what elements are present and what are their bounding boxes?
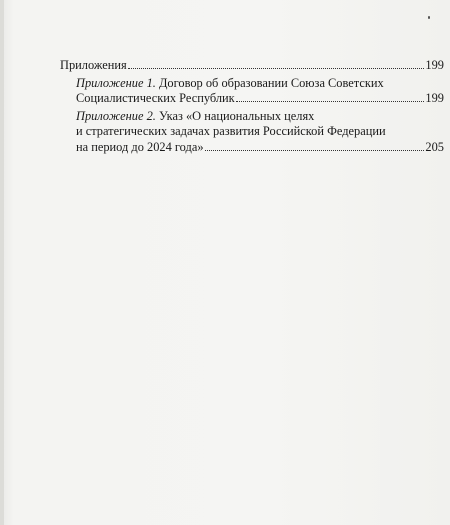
page-edge-shadow — [0, 0, 4, 525]
dot-leader — [205, 150, 425, 151]
toc-entry-appendix-2 — [60, 109, 444, 156]
print-speck — [428, 16, 430, 19]
toc-entry-text-line1: Договор об образовании Союза Советских — [155, 75, 384, 90]
toc-entry-text-line2: и стратегических задачах развития Российской Федерации — [76, 124, 386, 139]
toc-entry-text-line2: Социалистических Республик — [76, 91, 235, 106]
toc-entry-appendices — [60, 58, 444, 74]
toc-entry-label: Приложение 1. — [76, 75, 156, 90]
toc-page-number: 199 — [425, 58, 444, 72]
toc-page-number: 199 — [425, 91, 444, 106]
dot-leader — [236, 101, 425, 102]
toc-page-number: 205 — [425, 139, 444, 154]
toc-entry-label: Приложение 2. — [76, 108, 156, 123]
table-of-contents — [60, 58, 444, 158]
toc-entry-title: Приложения — [60, 58, 127, 72]
dot-leader — [128, 68, 425, 69]
toc-entry-text-line1: Указ «О национальных целях — [155, 108, 315, 123]
toc-entry-text-line3: на период до 2024 года» — [76, 139, 204, 154]
toc-entry-appendix-1 — [60, 76, 444, 107]
